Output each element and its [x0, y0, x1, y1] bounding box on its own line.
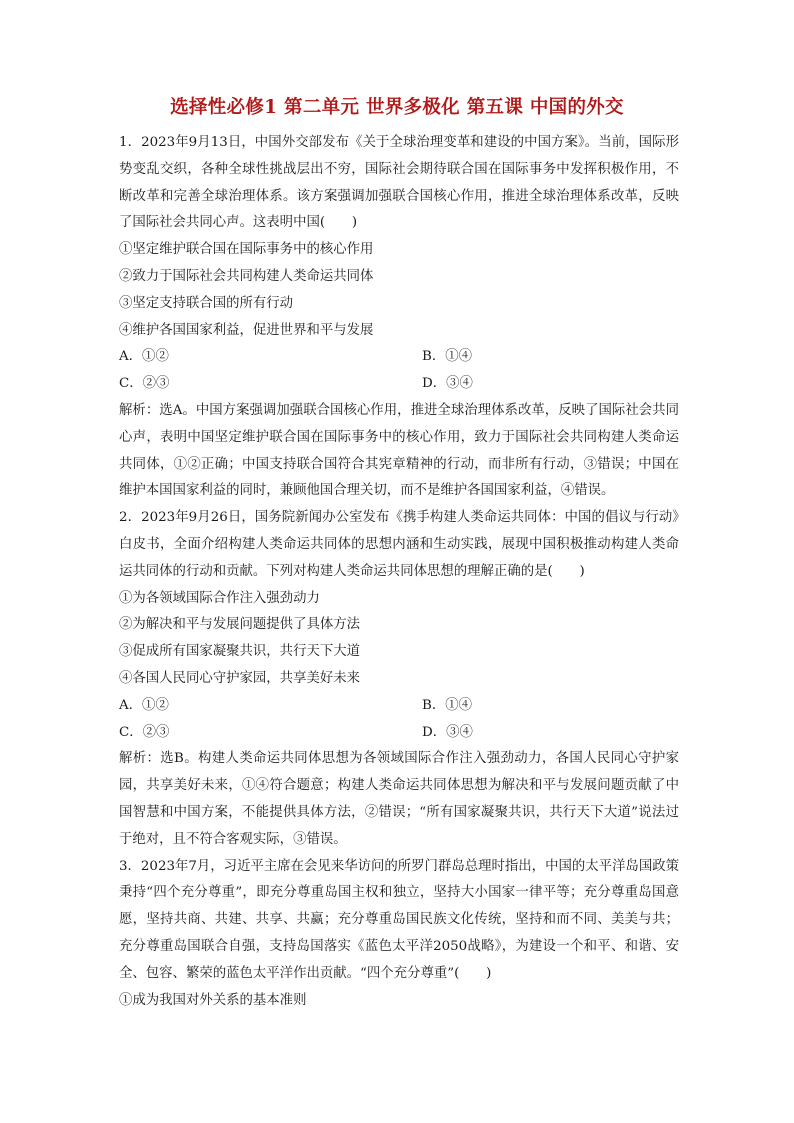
question-1-choice-a: A．①② [119, 349, 169, 365]
question-1-choice-d: D．③④ [422, 376, 473, 392]
question-2-option-1: ①为各领域国际合作注入强劲动力 [119, 590, 320, 606]
question-1-option-3: ③坚定支持联合国的所有行动 [119, 295, 294, 311]
question-1-option-4: ④维护各国国家利益，促进世界和平与发展 [119, 322, 374, 338]
question-1-analysis: 解析：选A。中国方案强调加强联合国核心作用，推进全球治理体系改革，反映了国际社会共同心声，表明中国坚定维护联合国在国际事务中的核心作用，致力于国际社会共同构建人类命运共同体，①②正确；中国支持联合国符合其宪章精神的行动，而非所有行动，③错误；中国在维护本国国家利益的同时，兼顾他国合理关切，而不是维护各国国家利益，④错误。 [119, 402, 679, 499]
question-2-option-3: ③促成所有国家凝聚共识，共行天下大道 [119, 644, 361, 660]
question-2-analysis: 解析：选B。构建人类命运共同体思想为各领域国际合作注入强劲动力，各国人民同心守护家园，共享美好未来，①④符合题意；构建人类命运共同体思想为解决和平与发展问题贡献了中国智慧和中国方案，不能提供具体方法，②错误；“所有国家凝聚共识，共行天下大道”说法过于绝对，且不符合客观实际，③错误。 [119, 751, 679, 847]
question-2-choice-d: D．③④ [422, 724, 473, 740]
question-2-choice-b: B．①④ [422, 697, 473, 713]
question-1-option-2: ②致力于国际社会共同构建人类命运共同体 [119, 268, 374, 284]
question-1-stem: 1．2023年9月13日，中国外交部发布《关于全球治理变革和建设的中国方案》。当前，国际形势变乱交织，各种全球性挑战层出不穷，国际社会期待联合国在国际事务中发挥积极作用，不断改革和完善全球治理体系。该方案强调加强联合国核心作用，推进全球治理体系改革，反映了国际社会共同心声。这表明中国( ) [119, 135, 679, 231]
content-body [119, 130, 679, 1014]
question-3-option-1: ①成为我国对外关系的基本准则 [119, 992, 307, 1008]
question-2-choice-c: C．②③ [119, 724, 170, 740]
question-3-stem: 3．2023年7月，习近平主席在会见来华访问的所罗门群岛总理时指出，中国的太平洋岛国政策秉持“四个充分尊重”，即充分尊重岛国主权和独立，坚持大小国家一律平等；充分尊重岛国意愿，坚持共商、共建、共享、共赢；充分尊重岛国民族文化传统，坚持和而不同、美美与共；充分尊重岛国联合自强，支持岛国落实《蓝色太平洋2050战略》，为建设一个和平、和谐、安全、包容、繁荣的蓝色太平洋作出贡献。“四个充分尊重”( ) [119, 858, 679, 981]
question-1-option-1: ①坚定维护联合国在国际事务中的核心作用 [119, 242, 374, 258]
question-1-choice-b: B．①④ [422, 349, 473, 365]
question-2-choices [119, 693, 679, 747]
page-title: 选择性必修1 第二单元 世界多极化 第五课 中国的外交 [170, 97, 624, 118]
question-2-option-2: ②为解决和平与发展问题提供了具体方法 [119, 617, 361, 633]
question-2-option-4: ④各国人民同心守护家园，共享美好未来 [119, 670, 361, 686]
question-1-choice-c: C．②③ [119, 376, 170, 392]
question-1-choices [119, 344, 679, 398]
question-2-choice-a: A．①② [119, 697, 169, 713]
question-2-stem: 2．2023年9月26日，国务院新闻办公室发布《携手构建人类命运共同体：中国的倡议与行动》白皮书，全面介绍构建人类命运共同体的思想内涵和生动实践，展现中国积极推动构建人类命运共同体的行动和贡献。下列对构建人类命运共同体思想的理解正确的是( ) [119, 510, 679, 579]
